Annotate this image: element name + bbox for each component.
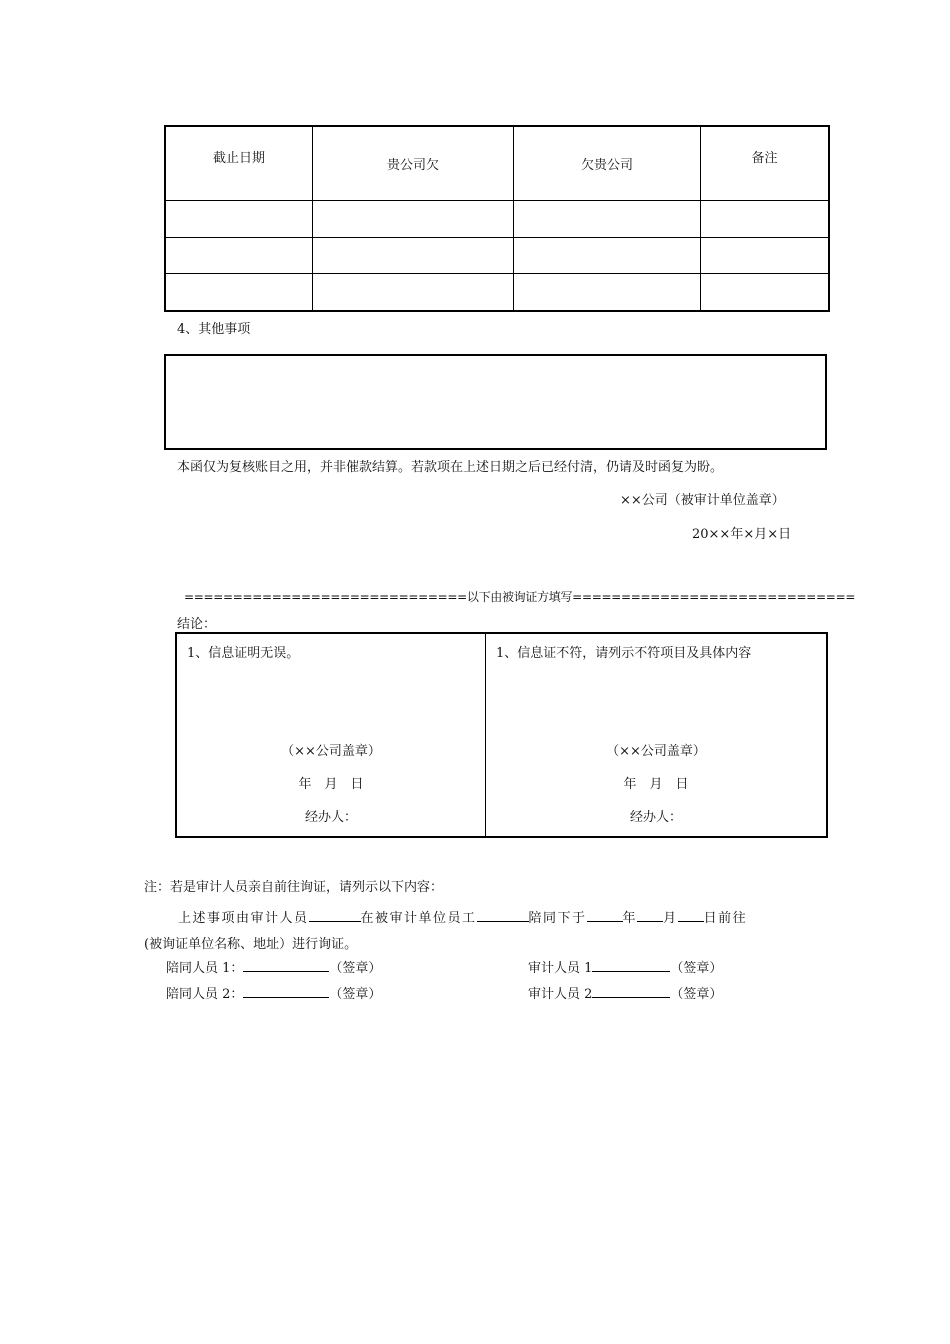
table-row: [165, 273, 829, 311]
other-matters-label: 4、其他事项: [177, 322, 251, 337]
auditor-2-blank[interactable]: [592, 983, 670, 998]
confirmed-title: 1、信息证明无误。: [187, 646, 300, 661]
signature-row-2: [166, 983, 766, 1003]
note-line-1: [178, 907, 747, 926]
month-blank[interactable]: [637, 907, 663, 922]
conclusion-box: [175, 632, 828, 838]
table-cell[interactable]: [701, 273, 830, 311]
auditor-1-blank[interactable]: [592, 957, 670, 972]
header-remarks: 备注: [701, 126, 830, 200]
note-text-employee: 在被审计单位员工: [360, 911, 477, 926]
note-text-year: 年: [622, 911, 638, 926]
table-cell[interactable]: [313, 273, 514, 311]
header-owed-by-you: 贵公司欠: [313, 126, 514, 200]
auditor-2-signature: [528, 983, 722, 1002]
header-owed-to-you: 欠贵公司: [514, 126, 701, 200]
note-text-auditor: 上述事项由审计人员: [178, 911, 309, 926]
table-cell[interactable]: [313, 200, 514, 237]
confirmed-handler: 经办人：: [304, 810, 357, 825]
table-row: [165, 237, 829, 273]
day-blank[interactable]: [678, 907, 704, 922]
table-cell[interactable]: [165, 200, 313, 237]
escort-1-signature: [166, 957, 381, 976]
header-cutoff-date: 截止日期: [165, 126, 313, 200]
table-row: [165, 200, 829, 237]
confirmed-date: 年 月 日: [298, 777, 364, 792]
other-matters-box[interactable]: [164, 354, 827, 450]
notice-date: 20××年×月×日: [692, 527, 792, 542]
escort-1-suffix: （签章）: [329, 961, 382, 976]
note-text-day: 日前往: [703, 911, 748, 926]
auditor-name-blank[interactable]: [309, 907, 361, 922]
note-heading: 注：若是审计人员亲自前往询证，请列示以下内容：: [144, 880, 444, 895]
note-text-accompany: 陪同下于: [528, 911, 587, 926]
mismatch-panel[interactable]: [486, 634, 826, 836]
company-seal-line: ××公司（被审计单位盖章）: [620, 493, 785, 508]
escort-2-signature: [166, 983, 381, 1002]
mismatch-date: 年 月 日: [623, 777, 689, 792]
table-cell[interactable]: [313, 237, 514, 273]
table-cell[interactable]: [514, 200, 701, 237]
auditor-1-label: 审计人员 1: [528, 961, 593, 976]
employee-name-blank[interactable]: [477, 907, 529, 922]
signature-row-1: [166, 957, 766, 977]
table-cell[interactable]: [701, 237, 830, 273]
conclusion-label: 结论：: [177, 617, 217, 632]
confirmed-seal: （××公司盖章）: [281, 744, 381, 759]
balance-table: [164, 125, 830, 312]
auditor-1-signature: [528, 957, 722, 976]
table-cell[interactable]: [514, 237, 701, 273]
table-cell[interactable]: [165, 237, 313, 273]
auditor-2-suffix: （签章）: [670, 987, 723, 1002]
mismatch-title: 1、信息证不符，请列示不符项目及具体内容: [496, 646, 752, 661]
escort-1-blank[interactable]: [243, 957, 329, 972]
escort-2-label: 陪同人员 2：: [166, 987, 244, 1002]
year-blank[interactable]: [587, 907, 623, 922]
escort-2-blank[interactable]: [243, 983, 329, 998]
respondent-divider: =============================以下由被询证方填写=============================: [184, 590, 856, 604]
table-cell[interactable]: [701, 200, 830, 237]
auditor-1-suffix: （签章）: [670, 961, 723, 976]
mismatch-handler: 经办人：: [629, 810, 682, 825]
escort-2-suffix: （签章）: [329, 987, 382, 1002]
note-line-2: (被询证单位名称、地址）进行询证。: [144, 937, 358, 952]
mismatch-seal: （××公司盖章）: [606, 744, 706, 759]
note-text-month: 月: [663, 911, 678, 926]
notice-text: 本函仅为复核账目之用，并非催款结算。若款项在上述日期之后已经付清，仍请及时函复为盼。: [177, 460, 724, 475]
table-cell[interactable]: [165, 273, 313, 311]
escort-1-label: 陪同人员 1：: [166, 961, 244, 976]
confirmed-panel[interactable]: [177, 634, 485, 836]
auditor-2-label: 审计人员 2: [528, 987, 593, 1002]
table-cell[interactable]: [514, 273, 701, 311]
